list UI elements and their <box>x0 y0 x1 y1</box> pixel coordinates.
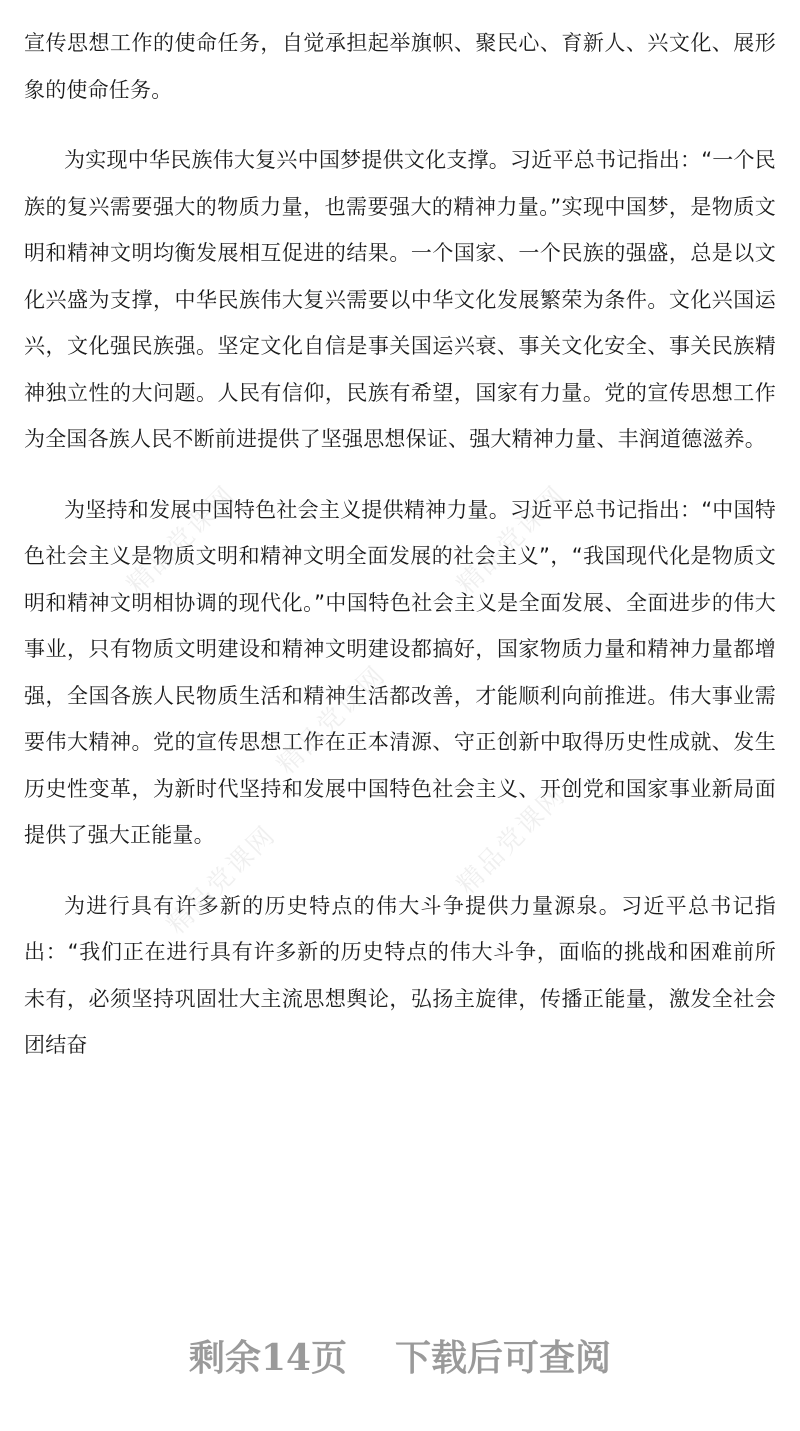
paragraph-gap <box>24 859 776 883</box>
watermark: 精品党课网 <box>121 480 242 601</box>
paragraph-gap <box>24 463 776 487</box>
watermark: 精品党课网 <box>451 780 572 901</box>
watermark: 精品党课网 <box>451 480 572 601</box>
paragraph-gap <box>24 113 776 137</box>
watermark: 精品党课网 <box>271 660 392 781</box>
paragraph-2: 为实现中华民族伟大复兴中国梦提供文化支撑。习近平总书记指出：“一个民族的复兴需要强大的物质力量，也需要强大的精神力量。”实现中国梦，是物质文明和精神文明均衡发展相互促进的结果。一个国家、一个民族的强盛，总是以文化兴盛为支撑，中华民族伟大复兴需要以中华文化发展繁荣为条件。文化兴国运兴，文化强民族强。坚定文化自信是事关国运兴衰、事关文化安全、事关民族精神独立性的大问题。人民有信仰，民族有希望，国家有力量。党的宣传思想工作为全国各族人民不断前进提供了坚强思想保证、强大精神力量、丰润道德滋养。 <box>24 148 776 451</box>
paragraph-1: 宣传思想工作的使命任务，自觉承担起举旗帜、聚民心、育新人、兴文化、展形象的使命任务。 <box>24 31 776 102</box>
paragraph-3: 为坚持和发展中国特色社会主义提供精神力量。习近平总书记指出：“中国特色社会主义是物质文明和精神文明全面发展的社会主义”，“我国现代化是物质文明和精神文明相协调的现代化。”中国特色社会主义是全面发展、全面进步的伟大事业，只有物质文明建设和精神文明建设都搞好，国家物质力量和精神力量都增强，全国各族人民物质生活和精神生活都改善，才能顺利向前推进。伟大事业需要伟大精神。党的宣传思想工作在正本清源、守正创新中取得历史性成就、发生历史性变革，为新时代坚持和发展中国特色社会主义、开创党和国家事业新局面提供了强大正能量。 <box>24 497 776 847</box>
download-to-view-text: 下载后可查阅 <box>395 1337 612 1379</box>
download-prompt[interactable] <box>0 1330 800 1381</box>
paragraph-4: 为进行具有许多新的历史特点的伟大斗争提供力量源泉。习近平总书记指出：“我们正在进行具有许多新的历史特点的伟大斗争，面临的挑战和困难前所未有，必须坚持巩固壮大主流思想舆论，弘扬主旋律，传播正能量，激发全社会团结奋 <box>24 893 776 1057</box>
document-body <box>24 20 776 1069</box>
watermark: 精品党课网 <box>161 820 282 941</box>
remaining-pages-text: 剩余14页 <box>188 1337 348 1379</box>
